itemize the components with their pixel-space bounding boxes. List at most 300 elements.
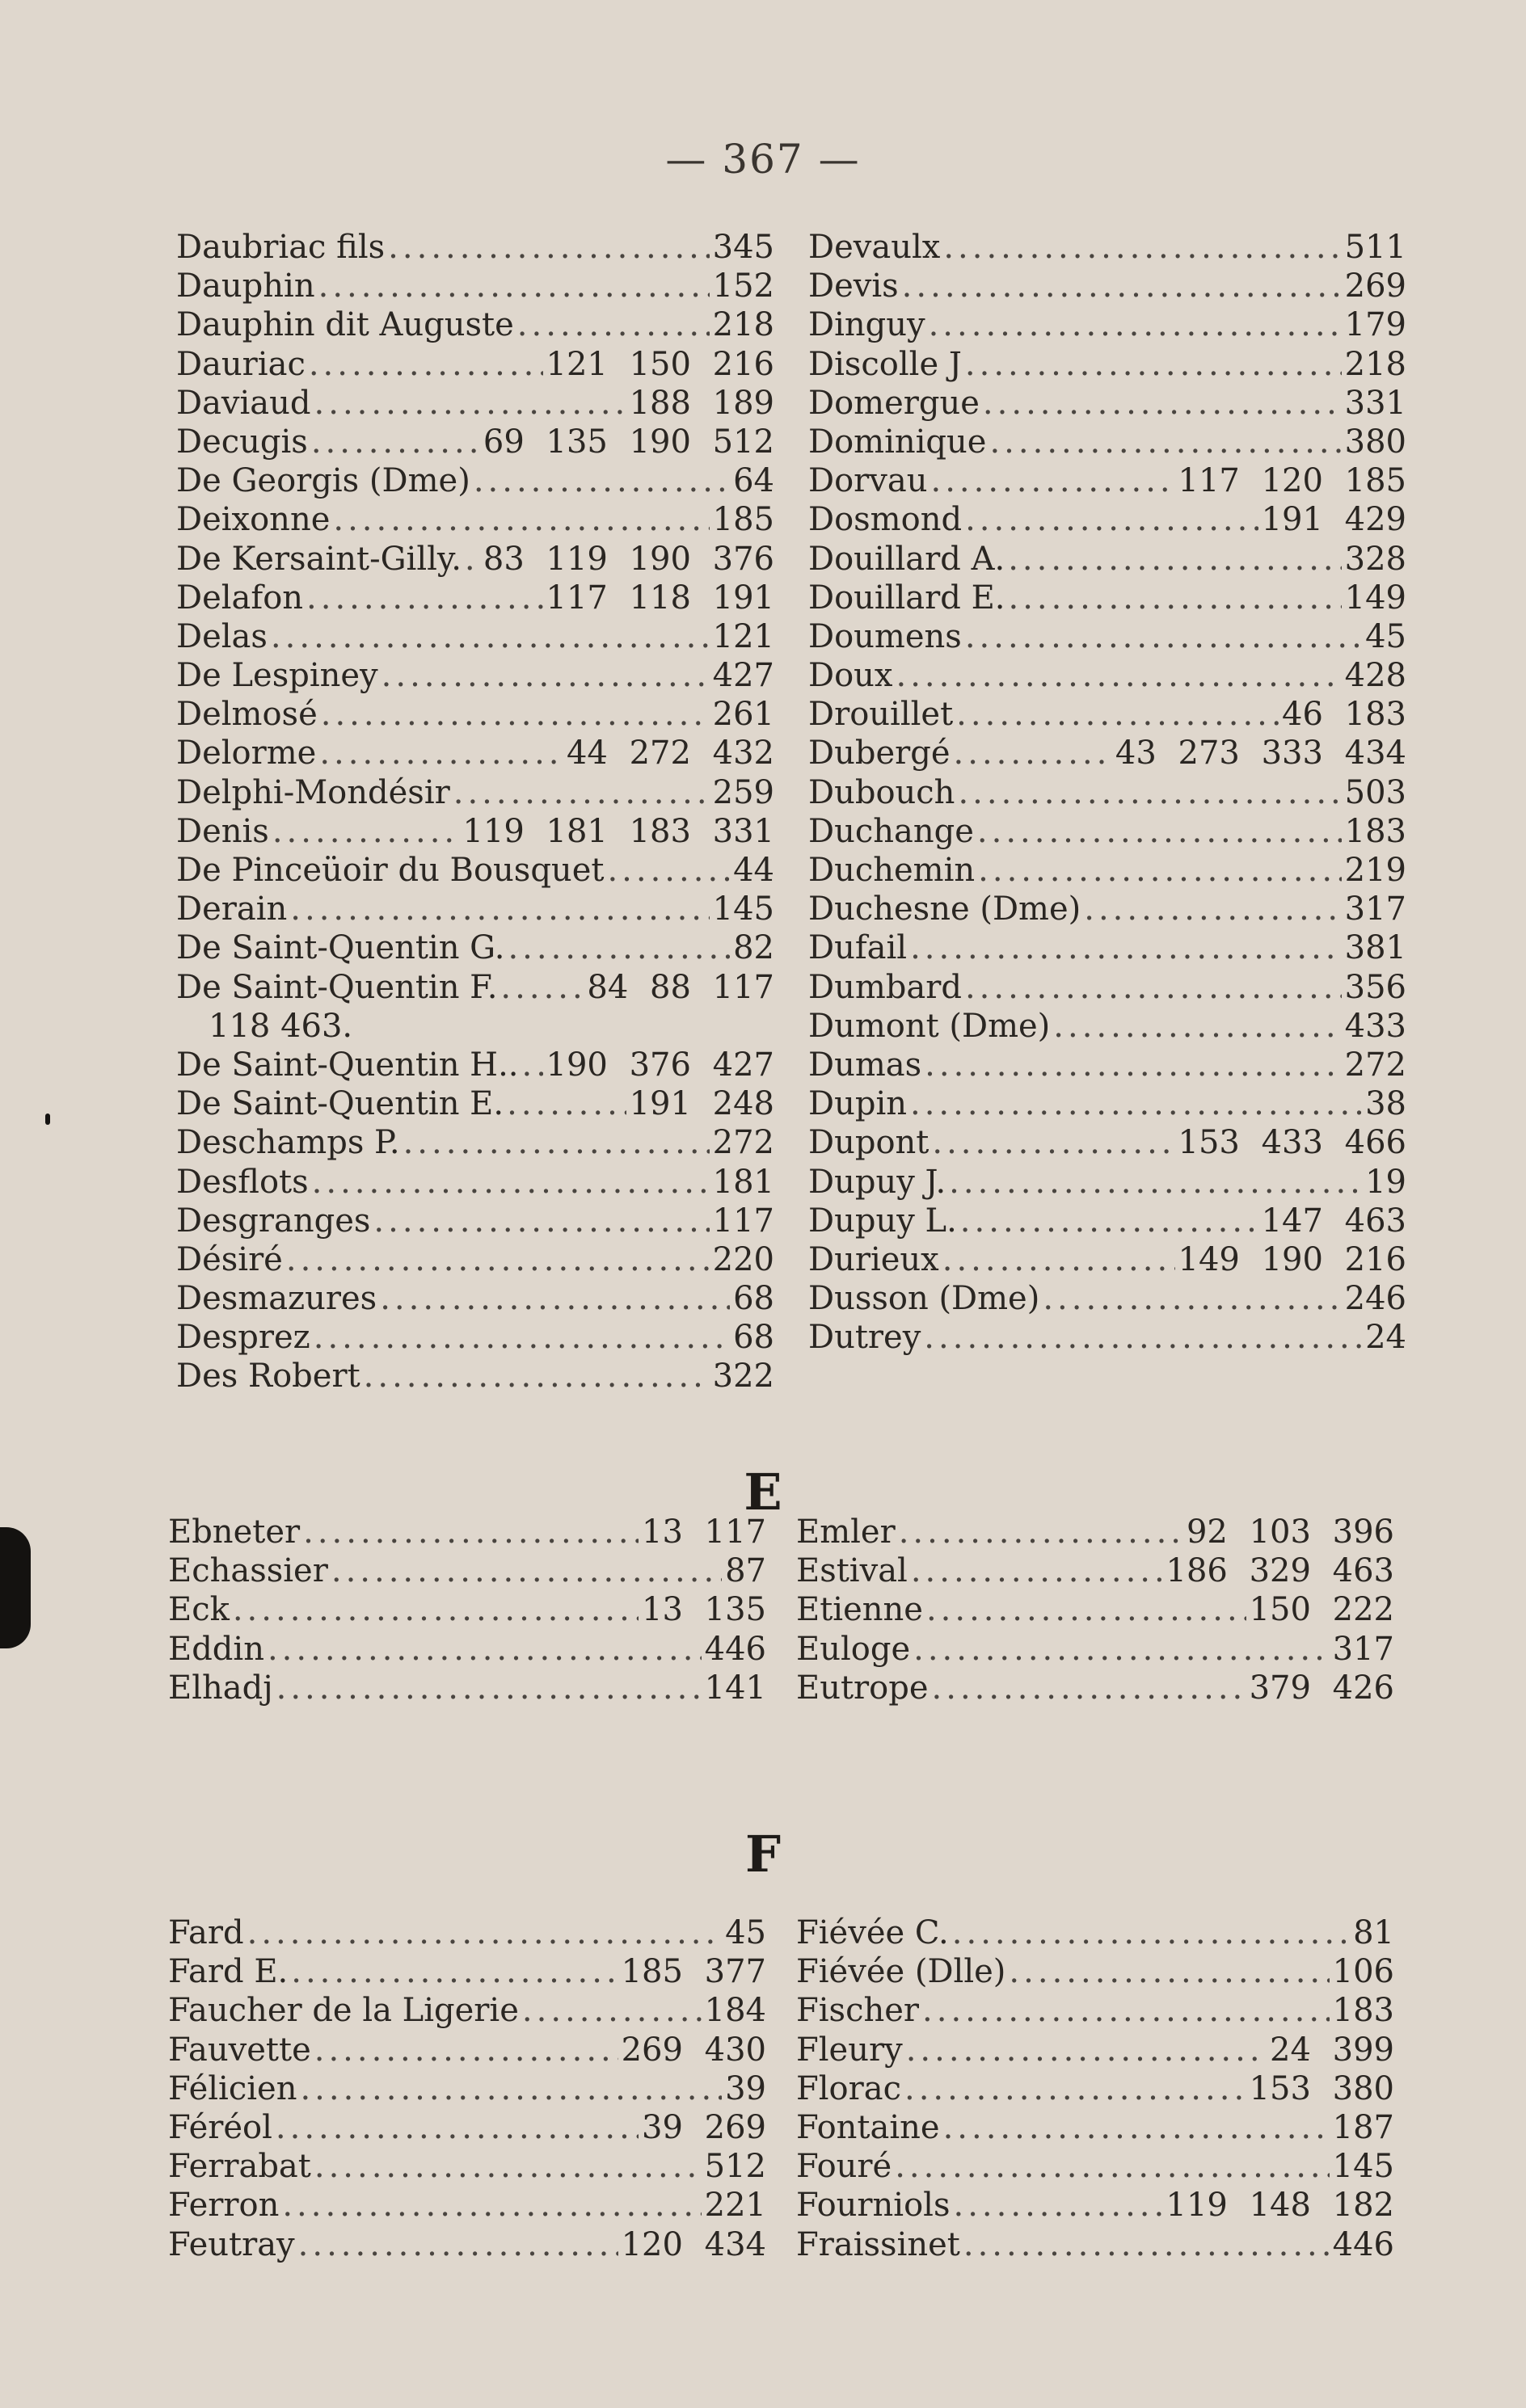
- dot-leader: [943, 228, 1341, 267]
- entry-pages: 345: [712, 229, 774, 266]
- entry-name: Félicien: [168, 2069, 297, 2107]
- index-entry: [176, 617, 774, 656]
- entry-pages: 191 429: [1261, 501, 1406, 539]
- index-entry: [176, 305, 774, 344]
- entry-name: Etienne: [796, 1591, 923, 1629]
- entry-name: Fouré: [796, 2148, 892, 2186]
- entry-name: Duchange: [808, 812, 974, 850]
- entry-pages: 117 120 185: [1178, 462, 1406, 500]
- entry-pages: 145: [1332, 2148, 1394, 2186]
- index-entry: [176, 773, 774, 812]
- entry-name: Dorvau: [808, 462, 928, 500]
- dot-leader: [910, 928, 1342, 967]
- entry-name: Dupuy L.: [808, 1202, 957, 1240]
- dot-leader: [925, 1046, 1342, 1084]
- entry-pages: 44 272 432: [566, 735, 774, 772]
- entry-name: Derain: [176, 890, 288, 928]
- index-entry: [168, 1913, 766, 1952]
- index-entry: [176, 579, 774, 617]
- index-entry: [808, 1123, 1406, 1162]
- dot-leader: [388, 228, 709, 267]
- entry-name: Douillard A.: [808, 540, 1005, 578]
- entry-name: Devaulx: [808, 229, 941, 266]
- entry-pages: 149 190 216: [1178, 1240, 1406, 1278]
- index-entry: [176, 1357, 774, 1396]
- entry-name: Denis: [176, 812, 269, 850]
- dot-leader: [989, 423, 1341, 461]
- entry-pages: 185 377: [621, 1953, 766, 1991]
- dot-leader: [276, 2108, 639, 2147]
- entry-name: Dutrey: [808, 1319, 921, 1357]
- index-entry: [808, 1240, 1406, 1279]
- entry-name: Dumbard: [808, 968, 962, 1006]
- dot-leader: [929, 305, 1342, 344]
- index-entry: [796, 2186, 1394, 2225]
- entry-pages: 433: [1344, 1007, 1406, 1045]
- index-entry: [176, 1240, 774, 1279]
- dot-leader: [963, 2225, 1330, 2264]
- entry-pages: 147 463: [1261, 1202, 1406, 1240]
- entry-name: Dufail: [808, 929, 908, 967]
- index-entry: [796, 1991, 1394, 2030]
- entry-pages: 218: [712, 306, 774, 344]
- entry-name: Duchemin: [808, 852, 976, 889]
- dot-leader: [896, 656, 1341, 695]
- entry-pages: 83 119 190 376: [483, 540, 774, 578]
- index-entry: [176, 734, 774, 772]
- index-entry: [808, 384, 1406, 423]
- index-entry: [176, 968, 774, 1007]
- entry-pages: 119 181 183 331: [462, 812, 774, 850]
- entry-name: Douillard E.: [808, 579, 1005, 617]
- dot-leader: [382, 656, 710, 695]
- entry-pages: 24 399: [1270, 2031, 1394, 2069]
- entry-pages: 121: [712, 617, 774, 655]
- index-entry: [176, 656, 774, 695]
- index-entry: [808, 423, 1406, 461]
- dot-leader: [954, 734, 1112, 772]
- entry-pages: 503: [1344, 773, 1406, 811]
- dot-leader: [932, 1123, 1174, 1162]
- index-entry: [808, 1046, 1406, 1084]
- entry-pages: 221: [704, 2187, 766, 2225]
- entry-pages: 512: [704, 2148, 766, 2186]
- dot-leader: [314, 2031, 618, 2069]
- index-entry: [168, 1551, 766, 1590]
- dot-leader: [522, 1046, 543, 1084]
- index-entry: [176, 851, 774, 890]
- index-column-d-left: [176, 228, 774, 1396]
- entry-pages: 381: [1344, 929, 1406, 967]
- index-entry: [168, 2147, 766, 2186]
- entry-pages: 272: [712, 1124, 774, 1162]
- dot-leader: [978, 851, 1341, 890]
- entry-pages: 259: [712, 773, 774, 811]
- entry-pages: 188 189: [629, 384, 774, 422]
- dot-leader: [268, 1630, 702, 1669]
- index-entry: [808, 228, 1406, 267]
- entry-name: Daubriac fils: [176, 229, 386, 266]
- index-column-e-right: [796, 1513, 1394, 1707]
- entry-pages: 317: [1344, 890, 1406, 928]
- entry-name: Fard E.: [168, 1953, 289, 1991]
- dot-leader: [282, 2186, 701, 2225]
- entry-pages: 69 135 190 512: [483, 423, 774, 461]
- index-entry: [796, 1952, 1394, 1991]
- entry-name: De Saint-Quentin G.: [176, 929, 505, 967]
- index-entry: [176, 1202, 774, 1240]
- entry-pages: 87: [725, 1552, 766, 1590]
- entry-pages: 19: [1365, 1163, 1406, 1201]
- entry-pages: 39 269: [642, 2108, 766, 2146]
- entry-pages: 92 103 396: [1186, 1513, 1394, 1551]
- entry-pages: 261: [712, 696, 774, 734]
- entry-name: Echassier: [168, 1552, 328, 1590]
- entry-pages: 153 433 466: [1178, 1124, 1406, 1162]
- index-entry: [808, 305, 1406, 344]
- entry-name: Durieux: [808, 1240, 939, 1278]
- dot-leader: [380, 1279, 730, 1318]
- index-entry: [176, 890, 774, 928]
- dot-leader: [500, 968, 584, 1007]
- dot-leader: [607, 851, 730, 890]
- entry-pages: 446: [704, 1630, 766, 1668]
- entry-name: Fiévée (Dlle): [796, 1953, 1006, 1991]
- dot-leader: [311, 423, 480, 461]
- entry-name: Dominique: [808, 423, 987, 461]
- dot-leader: [333, 500, 709, 539]
- entry-name: Decugis: [176, 423, 308, 461]
- entry-pages: 356: [1344, 968, 1406, 1006]
- dot-leader: [403, 1123, 710, 1162]
- index-entry: [796, 2147, 1394, 2186]
- entry-name: Fischer: [796, 1992, 920, 2030]
- entry-name: Desgranges: [176, 1202, 371, 1240]
- entry-pages: 121 150 216: [546, 345, 774, 383]
- dot-leader: [319, 734, 563, 772]
- entry-pages: 317: [1332, 1630, 1394, 1668]
- entry-name: Delphi-Mondésir: [176, 773, 450, 811]
- entry-name: De Saint-Quentin H..: [176, 1046, 519, 1084]
- entry-name: Ferrabat: [168, 2148, 311, 2186]
- entry-pages: 46 183: [1282, 696, 1406, 734]
- index-entry: [796, 1590, 1394, 1629]
- entry-pages: 272: [1344, 1046, 1406, 1084]
- index-entry: [176, 384, 774, 423]
- dot-leader: [290, 890, 709, 928]
- dot-leader: [474, 461, 730, 500]
- entry-name: Devis: [808, 267, 899, 305]
- entry-name: Deixonne: [176, 501, 331, 539]
- entry-name: Fard: [168, 1914, 244, 1951]
- entry-pages: 427: [712, 657, 774, 695]
- index-entry: [796, 2108, 1394, 2147]
- index-entry: [176, 1084, 774, 1123]
- entry-pages: 150 222: [1249, 1591, 1394, 1629]
- entry-name: Ferron: [168, 2187, 280, 2225]
- entry-pages: 141: [704, 1669, 766, 1707]
- index-column-f-left: [168, 1913, 766, 2264]
- dot-leader: [247, 1913, 722, 1952]
- section-letter-f: F: [744, 1825, 782, 1884]
- entry-name: Dubergé: [808, 735, 951, 772]
- section-letter-e: E: [744, 1463, 782, 1522]
- index-entry: [176, 1123, 774, 1162]
- index-entry: [168, 1513, 766, 1551]
- index-entry: [796, 1669, 1394, 1707]
- index-column-e-left: [168, 1513, 766, 1707]
- entry-name: Desmazures: [176, 1280, 377, 1318]
- index-entry: [808, 345, 1406, 384]
- entry-name: Fiévée C.: [796, 1914, 949, 1951]
- entry-pages: 181: [712, 1163, 774, 1201]
- index-entry: [168, 1991, 766, 2030]
- index-entry: [808, 968, 1406, 1007]
- index-entry: [168, 2186, 766, 2225]
- entry-name: Fontaine: [796, 2108, 940, 2146]
- entry-name: Dumont (Dme): [808, 1007, 1051, 1045]
- entry-pages: 119 148 182: [1166, 2187, 1394, 2225]
- index-entry: [168, 2225, 766, 2264]
- entry-pages: 68: [733, 1319, 774, 1357]
- entry-name: Desprez: [176, 1319, 310, 1357]
- index-entry: [808, 773, 1406, 812]
- entry-name: Drouillet: [808, 696, 954, 734]
- index-entry: [808, 928, 1406, 967]
- entry-pages: 24: [1365, 1319, 1406, 1357]
- entry-name: Dauphin dit Auguste: [176, 306, 514, 344]
- dot-leader: [465, 540, 480, 579]
- entry-name: Emler: [796, 1513, 896, 1551]
- index-entry: [176, 228, 774, 267]
- entry-name: Dauphin: [176, 267, 315, 305]
- entry-name: Dupuy J.: [808, 1163, 946, 1201]
- entry-name: Fourniols: [796, 2187, 951, 2225]
- index-entry: [168, 1952, 766, 1991]
- entry-name: Estival: [796, 1552, 908, 1590]
- index-entry: [808, 267, 1406, 305]
- index-entry: [808, 1163, 1406, 1202]
- entry-pages: 322: [712, 1358, 774, 1396]
- entry-name: De Georgis (Dme): [176, 462, 470, 500]
- entry-name: Euloge: [796, 1630, 911, 1668]
- dot-leader: [321, 695, 710, 734]
- entry-pages: 38: [1365, 1085, 1406, 1123]
- index-column-d-right: [808, 228, 1406, 1357]
- entry-pages: 183: [1344, 812, 1406, 850]
- index-entry: [796, 1551, 1394, 1590]
- index-entry: [808, 695, 1406, 734]
- entry-pages: 184: [704, 1992, 766, 2030]
- entry-pages-continued: 118 463.: [209, 1007, 353, 1045]
- entry-name: Delafon: [176, 579, 304, 617]
- dot-leader: [1053, 1007, 1341, 1046]
- entry-pages: 145: [712, 890, 774, 928]
- dot-leader: [522, 1991, 702, 2030]
- dot-leader: [960, 1202, 1258, 1240]
- entry-pages: 106: [1332, 1953, 1394, 1991]
- index-entry: [796, 2225, 1394, 2264]
- dot-leader: [932, 1669, 1246, 1707]
- index-column-f-right: [796, 1913, 1394, 2264]
- dot-leader: [910, 1084, 1362, 1123]
- dot-leader: [906, 2031, 1267, 2069]
- index-entry: [176, 500, 774, 539]
- entry-name: Delorme: [176, 735, 317, 772]
- index-entry: [808, 579, 1406, 617]
- index-entry: [808, 851, 1406, 890]
- dot-leader: [331, 1551, 722, 1590]
- dot-leader: [926, 1590, 1246, 1629]
- entry-pages: 117: [712, 1202, 774, 1240]
- dot-leader: [1008, 540, 1341, 579]
- entry-pages: 511: [1344, 229, 1406, 266]
- entry-pages: 179: [1344, 306, 1406, 344]
- entry-name: Fraissinet: [796, 2225, 960, 2263]
- entry-name: Eutrope: [796, 1669, 929, 1707]
- dot-leader: [508, 928, 730, 967]
- entry-name: Désiré: [176, 1240, 283, 1278]
- entry-name: Dupont: [808, 1124, 930, 1162]
- dot-leader: [286, 1240, 710, 1279]
- dot-leader: [913, 1630, 1330, 1669]
- entry-name: Florac: [796, 2069, 901, 2107]
- dot-leader: [924, 1318, 1362, 1357]
- dot-leader: [364, 1357, 710, 1396]
- entry-pages: 44: [733, 852, 774, 889]
- dot-leader: [298, 2225, 618, 2264]
- entry-pages: 149: [1344, 579, 1406, 617]
- entry-name: Desflots: [176, 1163, 309, 1201]
- index-entry: [808, 734, 1406, 772]
- dot-leader: [954, 2186, 1163, 2225]
- entry-pages: 186 329 463: [1166, 1552, 1394, 1590]
- dot-leader: [306, 579, 542, 617]
- entry-name: Dumas: [808, 1046, 922, 1084]
- entry-pages: 153 380: [1249, 2069, 1394, 2107]
- dot-leader: [965, 500, 1258, 539]
- entry-pages: 185: [712, 501, 774, 539]
- dot-leader: [930, 461, 1174, 500]
- index-entry: [176, 345, 774, 384]
- dot-leader: [952, 1913, 1350, 1952]
- entry-pages: 39: [725, 2069, 766, 2107]
- scan-stain: [0, 1527, 31, 1648]
- entry-name: Deschamps P.: [176, 1124, 400, 1162]
- scan-speck: [45, 1113, 50, 1125]
- dot-leader: [271, 617, 710, 656]
- index-entry: [808, 1084, 1406, 1123]
- dot-leader: [977, 812, 1342, 851]
- dot-leader: [904, 2069, 1246, 2108]
- dot-leader: [453, 773, 710, 812]
- entry-pages: 45: [1365, 617, 1406, 655]
- index-entry: [808, 617, 1406, 656]
- entry-name: Delas: [176, 617, 268, 655]
- entry-pages: 13 117: [642, 1513, 766, 1551]
- index-entry: [168, 1669, 766, 1707]
- dot-leader: [958, 773, 1341, 812]
- entry-pages: 220: [712, 1240, 774, 1278]
- dot-leader: [303, 1513, 639, 1551]
- entry-name: Domergue: [808, 384, 980, 422]
- index-entry: [168, 2108, 766, 2147]
- index-entry: [168, 2031, 766, 2069]
- entry-name: Dauriac: [176, 345, 306, 383]
- entry-pages: 183: [1332, 1992, 1394, 2030]
- entry-name: Fauvette: [168, 2031, 311, 2069]
- entry-pages: 81: [1353, 1914, 1394, 1951]
- entry-pages: 43 273 333 434: [1115, 735, 1406, 772]
- index-entry: [796, 1513, 1394, 1551]
- dot-leader: [312, 1163, 710, 1202]
- dot-leader: [272, 812, 460, 851]
- dot-leader: [965, 617, 1362, 656]
- entry-name: Delmosé: [176, 696, 318, 734]
- entry-pages: 191 248: [629, 1085, 774, 1123]
- dot-leader: [1043, 1279, 1341, 1318]
- entry-name: Dinguy: [808, 306, 925, 344]
- entry-pages: 379 426: [1249, 1669, 1394, 1707]
- dot-leader: [1009, 579, 1342, 617]
- index-entry: [808, 1202, 1406, 1240]
- entry-pages: 190 376 427: [546, 1046, 774, 1084]
- index-entry: [176, 1046, 774, 1084]
- entry-pages: 331: [1344, 384, 1406, 422]
- entry-name: Ebneter: [168, 1513, 301, 1551]
- entry-name: De Saint-Quentin F.: [176, 968, 498, 1006]
- entry-pages: 218: [1344, 345, 1406, 383]
- entry-pages: 117 118 191: [546, 579, 774, 617]
- entry-name: Féréol: [168, 2108, 272, 2146]
- index-entry: [808, 890, 1406, 928]
- entry-name: Eddin: [168, 1630, 264, 1668]
- entry-pages: 64: [733, 462, 774, 500]
- dot-leader: [965, 968, 1342, 1007]
- dot-leader: [309, 345, 543, 384]
- dot-leader: [911, 1551, 1163, 1590]
- index-entry: [808, 540, 1406, 579]
- dot-leader: [314, 384, 626, 423]
- entry-pages: 269 430: [621, 2031, 766, 2069]
- index-entry: [168, 2069, 766, 2108]
- index-entry: [176, 540, 774, 579]
- entry-name: Fleury: [796, 2031, 903, 2069]
- entry-name: De Saint-Quentin E.: [176, 1085, 504, 1123]
- dot-leader: [983, 384, 1342, 423]
- index-entry: [808, 461, 1406, 500]
- index-entry: [176, 461, 774, 500]
- index-entry: [796, 1630, 1394, 1669]
- dot-leader: [956, 695, 1279, 734]
- dot-leader: [318, 267, 710, 305]
- dot-leader: [507, 1084, 626, 1123]
- index-entry: [168, 1590, 766, 1629]
- entry-name: Feutray: [168, 2225, 295, 2263]
- entry-pages: 152: [712, 267, 774, 305]
- index-entry: [176, 1318, 774, 1357]
- entry-name: De Lespiney: [176, 657, 378, 695]
- entry-pages: 428: [1344, 657, 1406, 695]
- entry-name: De Pinceüoir du Bousquet: [176, 852, 605, 889]
- entry-name: De Kersaint-Gilly.: [176, 540, 462, 578]
- entry-pages: 45: [725, 1914, 766, 1951]
- page-number: — 367 —: [665, 136, 861, 183]
- index-entry: [808, 1007, 1406, 1046]
- dot-leader: [949, 1163, 1362, 1202]
- dot-leader: [1009, 1952, 1329, 1991]
- index-entry: [796, 2031, 1394, 2069]
